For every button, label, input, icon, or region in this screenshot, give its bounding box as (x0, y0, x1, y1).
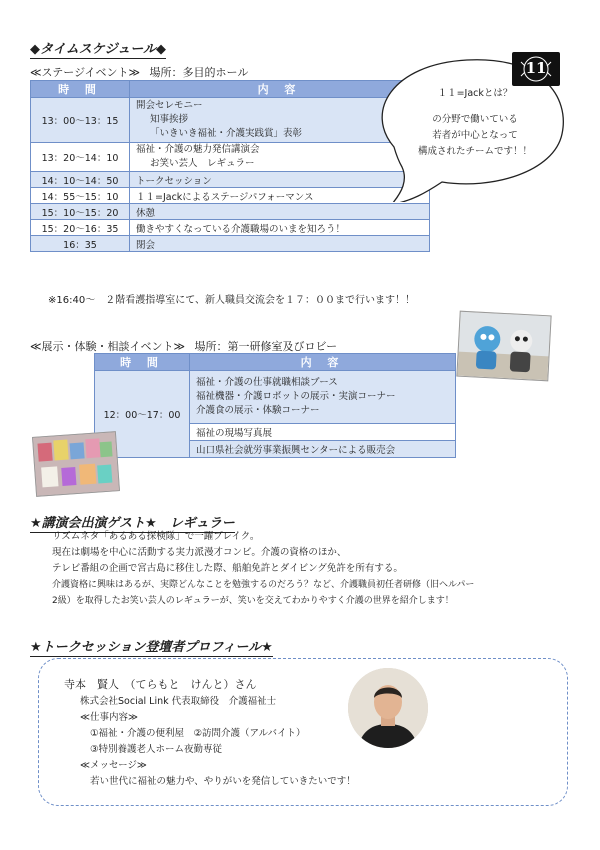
robot-photo-icon (457, 312, 550, 381)
person-icon (348, 668, 428, 748)
profile-title: ★トークセッション登壇者プロフィール★ (30, 636, 273, 657)
exhibit-time: 12：00～17：00 (95, 371, 190, 458)
row-time: 14：10～14：50 (31, 172, 130, 188)
row-time: 16：35 (31, 236, 130, 252)
table-row (31, 220, 430, 236)
exhibit-item: 福祉の現場写真展 (190, 424, 456, 441)
stage-event-label (30, 64, 248, 80)
profile-message: 若い世代に福祉の魅力や、やりがいを発信していきたいです！ (90, 776, 356, 787)
row-line: 開会セレモニー (136, 100, 203, 111)
profile-work-2: ③特別養護老人ホーム夜勤専従 (90, 744, 223, 755)
schedule-note: ※16:40～ ２階看護指導室にて、新人職員交流会を１７：００まで行います！！ (48, 295, 415, 306)
row-content: １１=Jackによるステージパフォーマンス (130, 188, 430, 204)
exhibit-item: 山口県社会就労事業振興センターによる販売会 (190, 441, 456, 458)
schedule-title: ◆タイムスケジュール◆ (30, 38, 166, 59)
guest-line: リズムネタ「あるある探検隊」で一躍ブレイク。 (52, 531, 260, 542)
header-content: 内 容 (130, 81, 430, 98)
bubble-line-3: 構成されたチームです！！ (417, 146, 532, 157)
robot-photo (456, 311, 551, 382)
bubble-text (400, 86, 550, 160)
exhibit-place: 場所：第一研修室及びロビー (194, 340, 338, 353)
stage-place: 場所：多目的ホール (149, 66, 249, 79)
exhibit-schedule-table (94, 353, 456, 458)
row-content (190, 371, 456, 424)
table-row (31, 204, 430, 220)
row-time: 13：20～14：10 (31, 143, 130, 172)
guest-line: 現在は劇場を中心に活動する実力派漫才コンビ。介護の資格のほか、 (52, 547, 347, 558)
products-photo-icon (33, 432, 119, 496)
jack-logo-text: 11 (525, 59, 547, 77)
exhibit-item: 福祉機器・介護ロボットの展示・実演コーナー (196, 391, 396, 402)
row-content: 閉会 (130, 236, 430, 252)
profile-work-label: ≪仕事内容≫ (80, 712, 138, 723)
table-row (95, 371, 456, 424)
row-content: トークセッション (130, 172, 430, 188)
profile-company: 株式会社Social Link 代表取締役 介護福祉士 (80, 696, 277, 707)
guest-title: ★講演会出演ゲスト★ レギュラー (30, 512, 235, 533)
bubble-line-1: の分野で働いている (432, 114, 518, 125)
exhibit-item: 福祉・介護の仕事就職相談ブース (196, 377, 338, 388)
row-content: 働きやすくなっている介護職場のいまを知ろう！ (130, 220, 430, 236)
profile-photo (348, 668, 428, 748)
products-photo (32, 431, 120, 497)
stage-schedule-table (30, 80, 430, 252)
row-time: 15：20～16：35 (31, 220, 130, 236)
profile-work-1: ①福祉・介護の便利屋 ②訪問介護（アルバイト） (90, 728, 306, 739)
table-row (31, 143, 430, 172)
guest-line: 介護資格に興味はあるが、実際どんなことを勉強するのだろう？など、介護職員初任者研修（旧ヘルパー (52, 580, 475, 590)
header-time: 時 間 (95, 354, 190, 371)
row-line: 福祉・介護の魅力発信講演会 (136, 144, 260, 155)
profile-details (80, 694, 356, 790)
header-time: 時 間 (31, 81, 130, 98)
exhibit-item: 介護食の展示・体験コーナー (196, 405, 320, 416)
table-row (31, 172, 430, 188)
guest-line: テレビ番組の企画で宮古島に移住した際、船舶免許とダイビング免許を所有する。 (52, 563, 403, 574)
row-line: 知事挨拶 (150, 114, 189, 125)
row-time: 14：55～15：10 (31, 188, 130, 204)
row-time: 13：00～13：15 (31, 98, 130, 143)
profile-message-label: ≪メッセージ≫ (80, 760, 147, 771)
row-time: 15：10～15：20 (31, 204, 130, 220)
bubble-line-2: 若者が中心となって (432, 130, 518, 141)
guest-line: 2級）を取得したお笑い芸人のレギュラーが、笑いを交えてわかりやすく介護の世界を紹介します！ (52, 596, 454, 606)
table-row (31, 98, 430, 143)
stage-label: ≪ステージイベント≫ (30, 66, 141, 79)
table-row (31, 188, 430, 204)
exhibit-event-label (30, 338, 337, 354)
bubble-title: １１=Jackとは？ (437, 88, 513, 99)
row-line: 「いきいき福祉・介護実践賞」表彰 (150, 128, 303, 139)
table-row (31, 236, 430, 252)
guest-description (52, 529, 474, 609)
row-line: お笑い芸人 レギュラー (150, 158, 255, 169)
profile-name: 寺本 賢人 （てらもと けんと）さん (64, 678, 257, 691)
jack-logo (512, 52, 560, 86)
header-content: 内 容 (190, 354, 456, 371)
row-content: 休憩 (130, 204, 430, 220)
exhibit-label: ≪展示・体験・相談イベント≫ (30, 340, 186, 353)
